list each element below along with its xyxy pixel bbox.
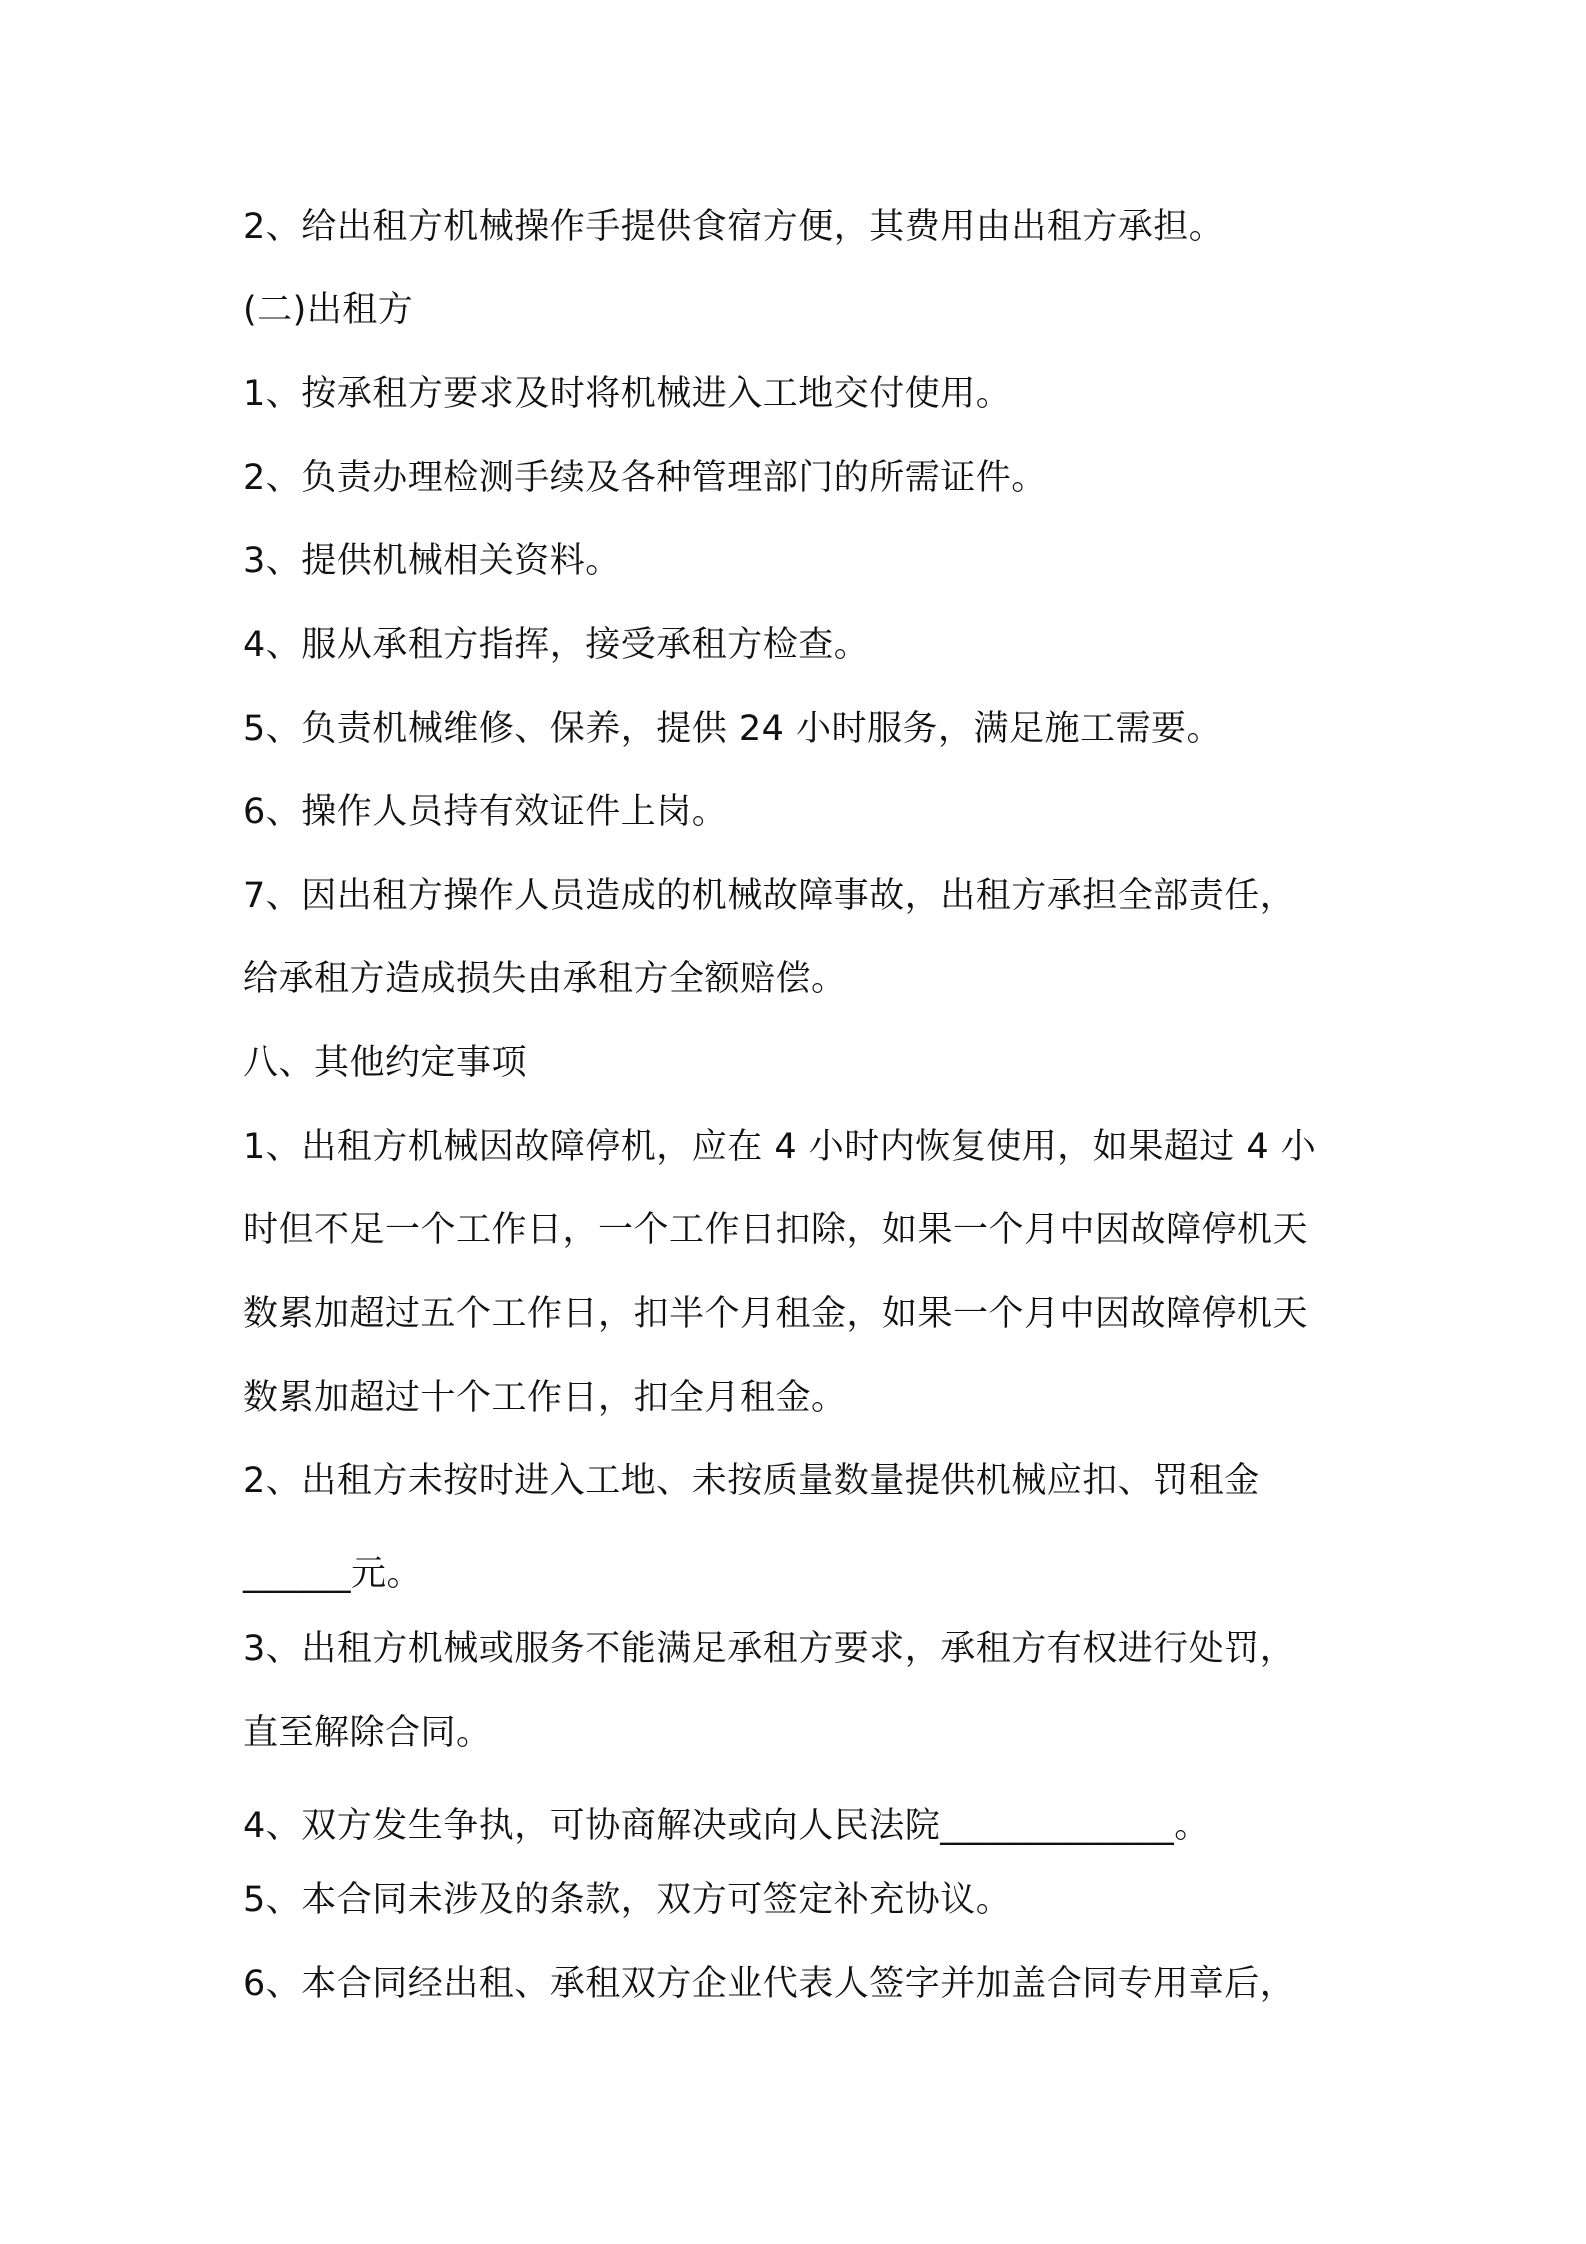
text-line: 6、本合同经出租、承租双方企业代表人签字并加盖合同专用章后，: [243, 1964, 1296, 2004]
text-line: 6、操作人员持有效证件上岗。: [243, 792, 728, 832]
text-line: 给承租方造成损失由承租方全额赔偿。: [243, 959, 847, 999]
text-line: 数累加超过五个工作日，扣半个月租金，如果一个月中因故障停机天: [243, 1294, 1309, 1334]
text-line: 1、按承租方要求及时将机械进入工地交付使用。: [243, 374, 1012, 414]
text-line: 数累加超过十个工作日，扣全月租金。: [243, 1378, 847, 1418]
text-line: 2、出租方未按时进入工地、未按质量数量提供机械应扣、罚租金: [243, 1461, 1260, 1501]
text-line: 2、给出租方机械操作手提供食宿方便，其费用由出租方承担。: [243, 207, 1225, 247]
text-line: 3、出租方机械或服务不能满足承租方要求，承租方有权进行处罚，: [243, 1629, 1296, 1669]
text-line: 3、提供机械相关资料。: [243, 541, 621, 581]
text-line: 4、服从承租方指挥，接受承租方检查。: [243, 625, 870, 665]
text-line: 7、因出租方操作人员造成的机械故障事故，出租方承担全部责任，: [243, 876, 1296, 916]
text-line: 1、出租方机械因故障停机，应在 4 小时内恢复使用，如果超过 4 小: [243, 1127, 1317, 1167]
section-heading: 八、其他约定事项: [243, 1043, 528, 1083]
text-line: 直至解除合同。: [243, 1713, 492, 1753]
text-line: 2、负责办理检测手续及各种管理部门的所需证件。: [243, 458, 1047, 498]
text-line: ______元。: [243, 1554, 423, 1594]
text-line: 5、负责机械维修、保养，提供 24 小时服务，满足施工需要。: [243, 709, 1223, 749]
text-line: 4、双方发生争执，可协商解决或向人民法院_____________。: [243, 1806, 1210, 1846]
section-heading: (二)出租方: [243, 290, 414, 330]
text-line: 时但不足一个工作日，一个工作日扣除，如果一个月中因故障停机天: [243, 1210, 1309, 1250]
text-line: 5、本合同未涉及的条款，双方可签定补充协议。: [243, 1880, 1012, 1920]
